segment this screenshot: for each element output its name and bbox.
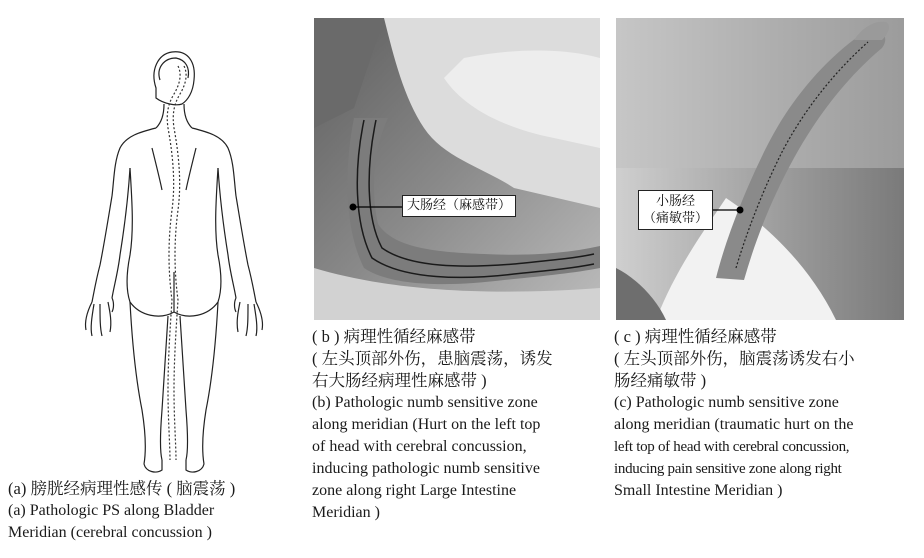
caption-zh-line: 右大肠经病理性麻感带 ) bbox=[312, 371, 487, 390]
panel-b-photo bbox=[314, 18, 600, 320]
caption-zh-line: ( 左头顶部外伤，脑震荡诱发右小 bbox=[614, 349, 855, 368]
small-intestine-label bbox=[638, 190, 713, 230]
caption-zh-line: 肠经痛敏带 ) bbox=[614, 371, 707, 390]
arm-photo-b bbox=[314, 18, 600, 320]
caption-en-line: (a) Pathologic PS along Bladder bbox=[8, 502, 215, 519]
panel-c-caption bbox=[614, 326, 855, 502]
caption-en-line: left top of head with cerebral concussion, bbox=[614, 439, 850, 455]
arm-photo-c bbox=[616, 18, 904, 320]
panel-a-caption bbox=[8, 478, 235, 544]
panel-b-caption bbox=[312, 326, 553, 524]
caption-zh-line: ( 左头顶部外伤，患脑震荡，诱发 bbox=[312, 349, 553, 368]
caption-en-line: Meridian (cerebral concussion ) bbox=[8, 524, 212, 541]
caption-en-line: along meridian (traumatic hurt on the bbox=[614, 416, 854, 433]
panel-a-figure bbox=[60, 40, 290, 480]
back-view-body-illustration bbox=[60, 40, 290, 480]
caption-en-line: zone along right Large Intestine bbox=[312, 482, 517, 499]
caption-en-line: inducing pathologic numb sensitive bbox=[312, 460, 540, 477]
caption-en-line: inducing pain sensitive zone along right bbox=[614, 461, 842, 477]
small-intestine-label-line: 小肠经 bbox=[656, 194, 696, 209]
caption-en-line: along meridian (Hurt on the left top bbox=[312, 416, 541, 433]
caption-zh-line: ( b ) 病理性循经麻感带 bbox=[312, 327, 476, 346]
large-intestine-label: 大肠经（麻感带） bbox=[402, 195, 516, 217]
caption-zh: (a) 膀胱经病理性感传 ( 脑震荡 ) bbox=[8, 479, 236, 498]
caption-en-line: Meridian ) bbox=[312, 504, 380, 521]
caption-en-line: of head with cerebral concussion, bbox=[312, 438, 527, 455]
panel-c-photo bbox=[616, 18, 904, 320]
small-intestine-label-line: （痛敏带） bbox=[643, 211, 709, 226]
caption-en-line: (b) Pathologic numb sensitive zone bbox=[312, 394, 538, 411]
caption-en-line: (c) Pathologic numb sensitive zone bbox=[614, 394, 839, 411]
caption-zh-line: ( c ) 病理性循经麻感带 bbox=[614, 327, 777, 346]
caption-en-line: Small Intestine Meridian ) bbox=[614, 482, 783, 499]
